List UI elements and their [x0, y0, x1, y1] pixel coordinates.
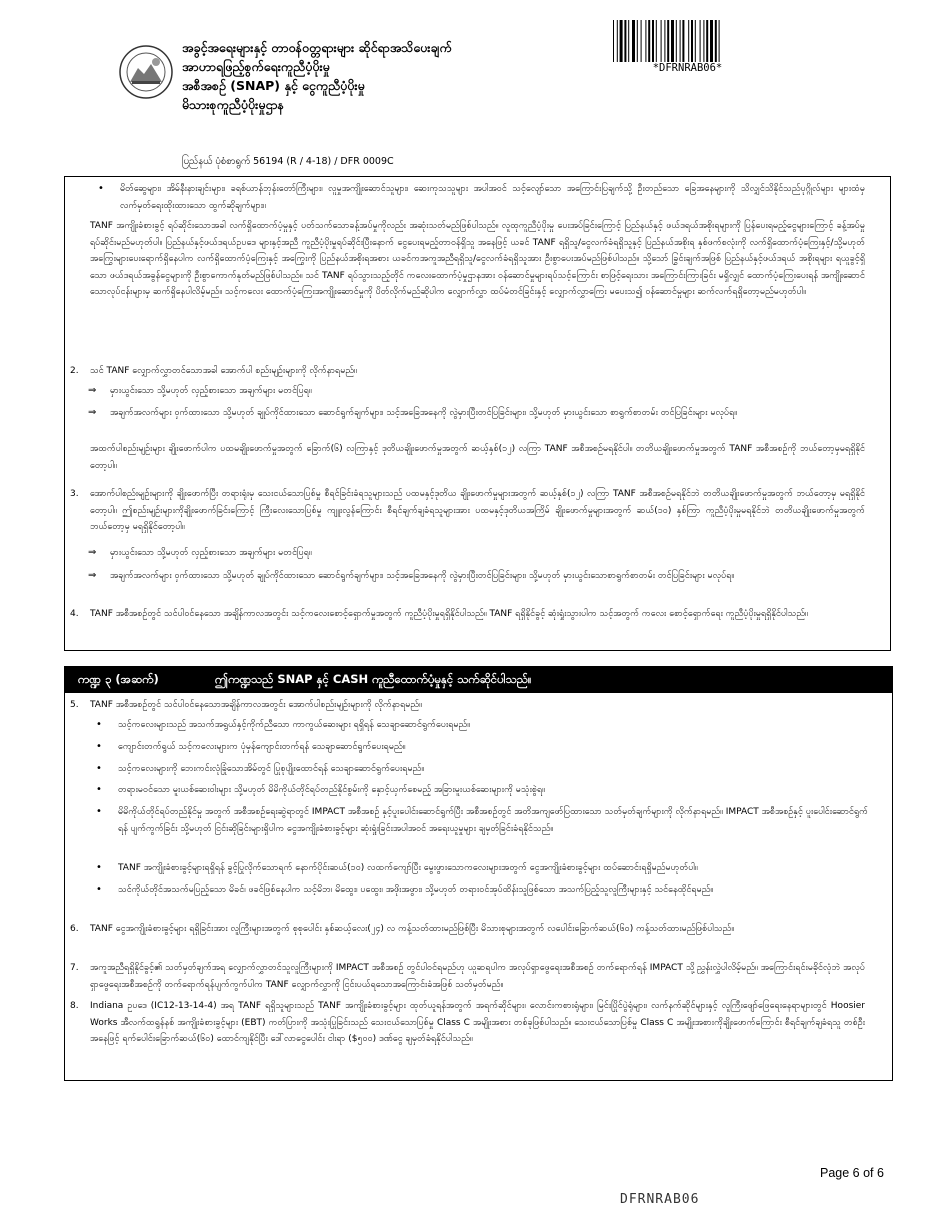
item-2-rule-2: အချက်အလက်များ ဝှက်ထားသော သို့မဟုတ် ချုပ်ကိုင်ထားသော ဆောင်ရွက်ချက်များ၊ သင့်အခြေအနေကို လွဲမှားပြီးတင်ပြခြင်းများ၊ သို့မဟုတ် မှားယွင်းသော စာရွက်စာတမ်း တင်ပြခြင်းများ မလုပ်ရ။ [110, 408, 737, 418]
barcode-bar [700, 20, 701, 62]
rule-family-cap: TANF အကျိုးခံစားခွင့်များရရှိရန် ခွင့်ပြုလိုက်သောရက် နောက်ပိုင်းဆယ်(၁၀) လထက်ကျော်ပြီး မွေးဖွားသောကလေးများအတွက် ငွေအကျိုးခံစားခွင့်များ ထပ်ဆောင်းရရှိမည်မဟုတ်ပါ။ [118, 863, 698, 873]
barcode-bar [706, 20, 708, 62]
state-seal-icon [118, 44, 174, 100]
barcode-bar [682, 20, 684, 62]
bullet-dot-icon: • [96, 884, 102, 895]
bullet-dot-icon: • [98, 183, 104, 194]
item-2-penalty: အထက်ပါစည်းမျဉ်းများ ချိုးဖောက်ပါက ပထမချိုးဖောက်မှုအတွက် ခြောက်(၆) လကြာနှင့် ဒုတိယချိုးဖောက်မှုအတွက် ဆယ့်နှစ်(၁၂) လကြာ TANF အစီအစဉ်မရနိုင်ပါ။ တတိယချိုးဖောက်မှုအတွက် TANF အစီအစဉ်ကို ဘယ်တော့မှမရရှိနိုင်တော့ပါ။ [90, 444, 865, 471]
barcode-bar [661, 20, 662, 62]
item-2-rule-1: မှားယွင်းသော သို့မဟုတ် လှည့်စားသော အချက်များ မတင်ပြရ။ [110, 386, 312, 396]
barcode-bar [719, 20, 720, 62]
barcode-bar [648, 20, 650, 62]
barcode-bar [620, 20, 623, 62]
barcode-bar [645, 20, 646, 62]
rule-minor-parent: သင်ကိုယ်တိုင်အသက်မပြည့်သော မိခင်၊ ဖခင်ဖြစ်နေပါက သင့်မိဘ၊ မိထွေး၊ ပထွေး၊ အဖိုးအဖွား၊ သို့မဟုတ် တရားဝင်အုပ်ထိန်းသူဖြစ်သော အသက်ပြည့်သူလူကြီးများနှင့် သင်နေထိုင်ရမည်။ [118, 885, 714, 895]
barcode-bar [641, 20, 642, 62]
barcode [613, 20, 763, 62]
arrow-right-icon: ⇒ [88, 547, 97, 558]
arrow-right-icon: ⇒ [88, 385, 97, 396]
barcode-bar [617, 20, 618, 62]
item-6-text: TANF ငွေအကျိုးခံစားခွင့်များ ရရှိခြင်းအား လူကြီးများအတွက် စုစုပေါင်း နှစ်ဆယ့်လေး(၂၄) လ ကန့်သတ်ထားမည်ဖြစ်ပြီး မိသားစုများအတွက် လပေါင်းခြောက်ဆယ်(၆၀) ကန့်သတ်ထားမည်ဖြစ်ပါသည်။ [90, 924, 735, 934]
form-number: ပြည်နယ် ပုံစံစာရွက် 56194 (R / 4-18) / DFR 0009C [182, 156, 394, 167]
page-number: Page 6 of 6 [820, 1166, 884, 1180]
barcode-bar [695, 20, 696, 62]
section-3-title: ဤကဏ္ဍသည် SNAP နှင့် CASH ကူညီထောက်ပံ့မှုနှင့် သက်ဆိုင်ပါသည်။ [215, 672, 532, 686]
header-line-2: အာဟာရဖြည့်စွက်ရေးကူညီပံ့ပိုးမှု [182, 59, 330, 74]
rule-safe-home: သင့်ကလေးများကို ဘေးကင်းလုံခြုံသောအိမ်တွင် ပြုစုပျိုးထောင်ရန် သေချာဆောင်ရွက်ပေးရမည်။ [118, 764, 425, 774]
bullet-dot-icon: • [96, 806, 102, 817]
barcode-bar [710, 20, 713, 62]
rule-school-attendance: ကျောင်းတက်ရွယ် သင့်ကလေးများက ပုံမှန်ကျောင်းတက်ရန် သေချာဆောင်ရွက်ပေးရမည်။ [118, 742, 406, 752]
item-number: 2. [70, 366, 79, 376]
item-8-text: Indiana ဥပဒေ (IC12-13-14-4) အရ TANF ရရှိသူများသည် TANF အကျိုးခံစားခွင့်များ ထုတ်ယူရန်အတွက် အရက်ဆိုင်များ၊ လောင်းကစားရုံများ၊ မြင်းပြိုင်ပွဲရုံများ၊ လက်နက်ဆိုင်များနှင့် လူကြီးဖျော်ဖြေရေးနေရာများတွင် Hoosier Works အီလက်ထရွန်နစ် အကျိုးခံစားခွင့်များ (EBT) ကတ်ပြားကို အသုံးပြုခြင်းသည် သေးငယ်သောပြစ်မှု Class C အမျိုးအစား တစ်ခုဖြစ်ပါသည်။ သေးငယ်သောပြစ်မှု Class C အမျိုးအစားကိုချိုးဖောက်ကြောင်း စီရင်ချက်ချခံရသူ တစ်ဦးအနေဖြင့် ရက်ပေါင်းခြောက်ဆယ်(၆၀) ထောင်ကျနိုင်ပြီး ဒေါ်လာငွေပေါင်း ငါးရာ ($၅၀၀) ဒဏ်ငွေ ချမှတ်ခံရနိုင်ပါသည်။ [90, 1001, 865, 1044]
item-3-text: အောက်ပါစည်းမျဉ်းများကို ချိုးဖောက်ပြီး တရားရုံးမှ သေးငယ်သောပြစ်မှု စီရင်ခြင်းခံရသူများသည် ပထမနှင့်ဒုတိယ ချိုးဖောက်မှုများအတွက် ဆယ့်နှစ်(၁၂) လကြာ TANF အစီအစဉ်မရနိုင်ဘဲ တတိယချိုးဖောက်မှုအတွက် ဘယ်တော့မှ မရရှိနိုင်တော့ပါ။ ဤစည်းမျဉ်းများကိုချိုးဖောက်ခြင်းကြောင့် ကြီးလေးသောပြစ်မှု ကျူးလွန်ကြောင်း စီရင်ချက်ချခံရသူများအား ပထမနှင့်ဒုတိယအကြိမ် ချိုးဖောက်မှုများအတွက် ဆယ်(၁၀) နှစ်ကြာ ကူညီပံ့ပိုးမှုမရနိုင်ဘဲ တတိယချိုးဖောက်မှုအတွက် ဘယ်တော့မှ မရရှိနိုင်တော့ပါ။ [90, 489, 865, 532]
barcode-text: *DFRNRAB06* [652, 62, 723, 74]
bullet-dot-icon: • [96, 719, 102, 730]
barcode-bar [691, 20, 693, 62]
item-number: 5. [70, 700, 79, 710]
item-7-text: အကူအညီရရှိနိုင်ခွင့်၏ သတ်မှတ်ချက်အရ လျှောက်လွှာတင်သူလူကြီးများကို IMPACT အစီအစဉ် တွင်ပါဝင်ရမည်ဟု ယူဆရပါက အလုပ်ရှာဖွေရေးအစီအစဉ် တက်ရောက်ရန် IMPACT သို့ညွှန်းလွှဲပါလိမ့်မည်။ အကြောင်းရင်းမခိုင်လုံဘဲ အလုပ်ရှာဖွေရေးအစီအစဉ်ကို တက်ရောက်ရန်ပျက်ကွက်ပါက TANF လျှောက်လွှာကို ငြင်းပယ်ရသောအကြောင်းခံအဖြစ် သတ်မှတ်မည်။ [90, 963, 865, 990]
item-number: 7. [70, 963, 79, 973]
barcode-bar [664, 20, 665, 62]
item-number: 3. [70, 489, 79, 499]
barcode-bar [628, 20, 629, 62]
section-3-header [65, 667, 892, 693]
section-3-label: ကဏ္ဍ ၃ (အဆက်) [78, 672, 159, 686]
rule-no-drugs: တရားမဝင်သော မူးယစ်ဆေးဝါးများ သို့မဟုတ် မိမိကိုယ်တိုင်ရပ်တည်နိုင်စွမ်းကို နှောင့်ယှက်စေမည့် အခြားမူးယစ်ဆေးများကို မသုံးစွဲရ။ [118, 785, 545, 795]
item-2-text: သင် TANF လျှောက်လွှာတင်သောအခါ အောက်ပါ စည်းမျဉ်းများကို လိုက်နာရမည်။ [90, 366, 357, 376]
barcode-bar [680, 20, 681, 62]
bullet-dot-icon: • [96, 862, 102, 873]
bullet-dot-icon: • [96, 763, 102, 774]
rule-immunization: သင့်ကလေးများသည် အသက်အရွယ်နှင့်ကိုက်ညီသော ကာကွယ်ဆေးများ ရရှိရန် သေချာဆောင်ရွက်ပေးရမည်။ [118, 720, 470, 730]
item-5-text: TANF အစီအစဉ်တွင် သင်ပါဝင်နေသောအချိန်ကာလအတွင်း အောက်ပါစည်းမျဉ်းများကို လိုက်နာရမည်။ [90, 700, 422, 710]
header-title [182, 38, 452, 114]
item-number: 4. [70, 609, 79, 619]
barcode-bar [667, 20, 669, 62]
barcode-bar [637, 20, 638, 62]
barcode-bar [632, 20, 635, 62]
header-line-3: အစီအစဉ် (SNAP) နှင့် ငွေကူညီပံ့ပိုးမှု [182, 78, 365, 93]
footer-form-code: DFRNRAB06 [620, 1192, 700, 1207]
barcode-bar [624, 20, 626, 62]
rule-impact-plan: မိမိကိုယ်တိုင်ရပ်တည်နိုင်မှု အတွက် အစီအစဉ်ရေးဆွဲရာတွင် IMPACT အစီအစဉ် နှင့်ပူးပေါင်းဆောင်ရွက်ပြီး အစီအစဉ်တွင် အတိအကျဖော်ပြထားသော သတ်မှတ်ချက်များကို လိုက်နာရမည်။ IMPACT အစီအစဉ်နှင့် ပူးပေါင်းဆောင်ရွက်ရန် ပျက်ကွက်ခြင်း သို့မဟုတ် ငြင်းဆိုခြင်းများရှိပါက ငွေအကျိုးခံစားခွင့်များ ဆုံးရှုံးခြင်းအပါအဝင် အရေးယူမှုများ ချမှတ်ခြင်းခံရနိုင်သည်။ [118, 807, 868, 834]
barcode-bar [613, 20, 614, 62]
item-4-text: TANF အစီအစဉ်တွင် သင်ပါဝင်နေသော အချိန်ကာလအတွင်း သင့်ကလေးစောင့်ရှောက်မှုအတွက် ကူညီပံ့ပိုးမှုရရှိနိုင်ပါသည်။ TANF ရရှိနိုင်ခွင့် ဆုံးရှုံးသွားပါက သင့်အတွက် ကလေး စောင့်ရှောက်ရေး ကူညီပံ့ပိုးမှုရရှိနိုင်ပါသည်။ [90, 609, 808, 619]
evidence-bullet: မိတ်ဆွေများ၊ အိမ်နီးနားချင်းများ၊ ခရစ်ယာန်ဘုန်းတော်ကြီးများ၊ လူမှုအကျိုးဆောင်သူများ၊ ဆေးကုသသူများ အပါအဝင် သင့်လျော်သော အကြောင်းပြချက်သို့ ဦးတည်သော ခြေအနေများကို သိလျှင်သိနိုင်သည်ပုဂ္ဂိုလ်များ များထံမှ လက်မှတ်ရေးထိုးထားသော ထွက်ဆိုချက်များ။ [120, 184, 865, 211]
item-number: 6. [70, 924, 79, 934]
barcode-bar [703, 20, 704, 62]
header-line-1: အခွင့်အရေးများနှင့် တာဝန်ဝတ္တရားများ ဆိုင်ရာအသိပေးချက် [182, 40, 452, 55]
barcode-bar [652, 20, 654, 62]
child-support-paragraph: TANF အကျိုးခံစားခွင့် ရပ်ဆိုင်းသောအခါ လက်ရှိထောက်ပံ့မှုနှင့် ပတ်သက်သောခန့်အပ်မှုကိုလည်း အဆုံးသတ်မည်ဖြစ်ပါသည်။ လူထုကူညီပံ့ပိုးမှု ပေးအပ်ခြင်းကြောင့် ပြည်နယ်နှင့် ဖယ်ဒရယ်အစိုးရများကို ပြန်ပေးရမည့်ငွေများကြောင့် ခန့်အပ်မှုရပ်ဆိုင်းမည်မဟုတ်ပါ။ ပြည်နယ်နှင့်ဖယ်ဒရယ်ဥပဒေ များနှင့်အညီ ကူညီပံ့ပိုးမှုရပ်ဆိုင်းပြီးနောက် ငွေပေးရမည့်တာဝန်ရှိသူ အနေဖြင့် ယခင် TANF ရရှိသူ/ငွေလက်ခံရရှိသူနှင့် ပြည်နယ်အစိုးရ နှစ်ဖက်စလုံးကို လက်ရှိထောက်ပံ့ကြေးနှင့်/သို့မဟုတ် အကြွေးများပေးရောက်ရှိနေပါက လက်ရှိထောက်ပံ့ကြေးနှင့် အကြွေးကို ပြည်နယ်အစိုးရအစား ယခင်ကအကူအညီရရှိသူ/ငွေလက်ခံရရှိသူအား ဦးစွာပေးအပ်မည်ဖြစ်ပါသည်။ သို့သော် ခြွင်းချက်အဖြစ် ပြည်နယ်နှင့်ဖယ်ဒရယ် အစိုးရများ ရယူခွင့်ရှိသော ဖယ်ဒရယ်အခွန်ငွေများကို ဦးစွာကောက်နုတ်မည်ဖြစ်ပါသည်။ သင် TANF ရပ်သွားသည့်တိုင် ကလေးထောက်ပံ့မှုဌာနအား ဝန်ဆောင်မှုများရပ်သင့်ကြောင်း စာဖြင့်ရေးသား အကြောင်းကြားခြင်း မရှိလျှင် ထောက်ပံ့ကြေးပေးရန် အကျိုးဆောင်သောလုပ်ငန်းများမှ ဆက်ရှိနေပါလိမ့်မည်။ သင့်ကလေး ထောက်ပံ့ကြေးအကျိုးဆောင်မှုကို ပိတ်လိုက်မည်ဆိုပါက လျှောက်လွှာ ထပ်မံတင်ခြင်းနှင့် လျှောက်လွှာကြေး မပေးသ၍ ဝန်ဆောင်မှုများ ဆက်လက်ရရှိတော့မည်မဟုတ်ပါ။ [90, 221, 865, 297]
barcode-bar [656, 20, 657, 62]
barcode-bar [676, 20, 677, 62]
item-3-rule-1: မှားယွင်းသော သို့မဟုတ် လှည့်စားသော အချက်များ မတင်ပြရ။ [110, 548, 312, 558]
item-number: 8. [70, 1001, 79, 1011]
header-line-4: မိသားစုကူညီပံ့ပိုးမှုဌာန [182, 97, 285, 112]
bullet-dot-icon: • [96, 784, 102, 795]
arrow-right-icon: ⇒ [88, 570, 97, 581]
barcode-bar [715, 20, 717, 62]
barcode-bar [671, 20, 674, 62]
barcode-bar [688, 20, 689, 62]
bullet-dot-icon: • [96, 741, 102, 752]
arrow-right-icon: ⇒ [88, 407, 97, 418]
item-3-rule-2: အချက်အလက်များ ဝှက်ထားသော သို့မဟုတ် ချုပ်ကိုင်ထားသော ဆောင်ရွက်ချက်များ၊ သင့်အခြေအနေကို လွဲမှားပြီးတင်ပြခြင်းများ၊ သို့မဟုတ် မှားယွင်းသောစာရွက်စာတမ်း တင်ပြခြင်းများ မလုပ်ရ။ [110, 571, 735, 581]
